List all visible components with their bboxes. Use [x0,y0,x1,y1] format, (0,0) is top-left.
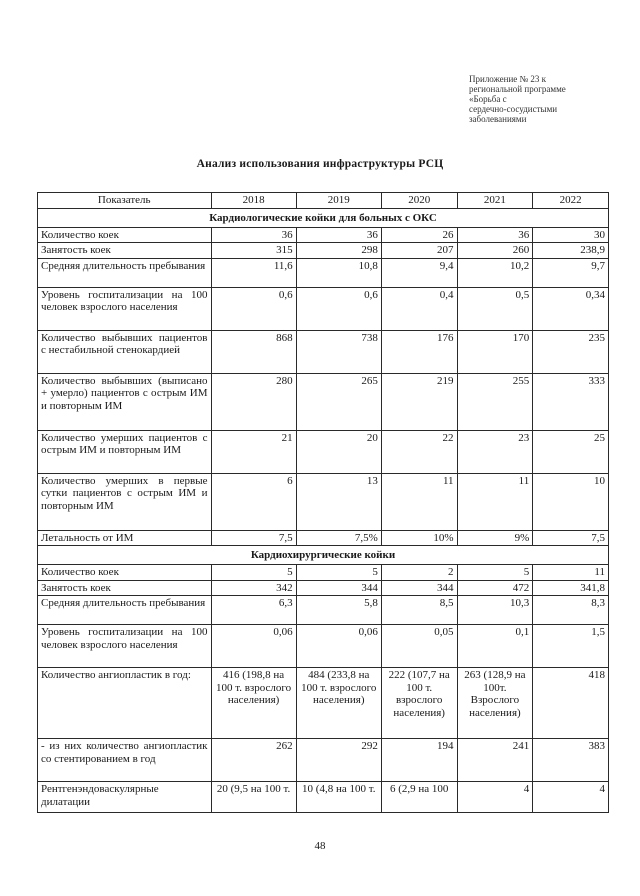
value-cell: 5,8 [296,596,381,625]
value-cell: 341,8 [533,580,609,596]
value-cell: 30 [533,227,609,243]
page-number: 48 [314,840,326,852]
indicator-label: Занятость коек [38,243,212,259]
value-cell: 4 [457,782,533,813]
value-cell: 738 [296,330,381,373]
value-cell: 222 (107,7 на 100 т. взрослого населения) [381,668,457,739]
value-cell: 7,5% [296,530,381,546]
table-row [38,782,609,813]
value-cell: 315 [211,243,296,259]
value-cell: 280 [211,373,296,430]
value-cell: 0,06 [296,625,381,668]
value-cell: 10,2 [457,258,533,287]
value-cell: 176 [381,330,457,373]
indicator-label: Средняя длительность пребывания [38,258,212,287]
value-cell: 255 [457,373,533,430]
value-cell: 292 [296,739,381,782]
indicator-label: Летальность от ИМ [38,530,212,546]
value-cell: 10 [533,473,609,530]
table-row [38,530,609,546]
header-year: 2020 [381,193,457,209]
value-cell: 23 [457,430,533,473]
table-row [38,596,609,625]
annex-note [469,74,609,124]
header-indicator: Показатель [38,193,212,209]
table-row [38,580,609,596]
value-cell: 0,6 [211,287,296,330]
value-cell: 0,5 [457,287,533,330]
value-cell: 416 (198,8 на 100 т. взрослого населения) [211,668,296,739]
value-cell: 194 [381,739,457,782]
indicator-label: Количество коек [38,565,212,581]
value-cell: 1,5 [533,625,609,668]
value-cell: 20 [296,430,381,473]
value-cell: 7,5 [211,530,296,546]
table-row [38,565,609,581]
value-cell: 8,5 [381,596,457,625]
value-cell: 9% [457,530,533,546]
value-cell: 0,06 [211,625,296,668]
annex-line: заболеваниями [469,114,527,124]
section-title: Кардиохирургические койки [38,546,609,565]
value-cell: 484 (233,8 на 100 т. взрослого населения) [296,668,381,739]
value-cell: 11 [457,473,533,530]
indicator-label: Количество умерших в первые сутки пациентов с острым ИМ и повторным ИМ [38,473,212,530]
value-cell: 6,3 [211,596,296,625]
value-cell: 6 [211,473,296,530]
table-header-row [38,193,609,209]
value-cell: 4 [533,782,609,813]
value-cell: 11 [381,473,457,530]
section-header-row [38,546,609,565]
indicator-label: Уровень госпитализации на 100 человек взрослого населения [38,287,212,330]
header-year: 2021 [457,193,533,209]
value-cell: 0,1 [457,625,533,668]
table-body [38,193,609,813]
value-cell: 298 [296,243,381,259]
table-row [38,243,609,259]
value-cell: 22 [381,430,457,473]
value-cell: 9,4 [381,258,457,287]
table-row [38,330,609,373]
indicator-label: Количество умерших пациентов с острым ИМ и повторным ИМ [38,430,212,473]
table-row [38,258,609,287]
value-cell: 8,3 [533,596,609,625]
annex-line: сердечно-сосудистыми [469,104,558,114]
indicator-label: Количество выбывших (выписано + умерло) пациентов с острым ИМ и повторным ИМ [38,373,212,430]
value-cell: 238,9 [533,243,609,259]
value-cell: 5 [457,565,533,581]
value-cell: 342 [211,580,296,596]
indicator-label: Количество ангиопластик в год: [38,668,212,739]
value-cell: 262 [211,739,296,782]
value-cell: 265 [296,373,381,430]
header-year: 2022 [533,193,609,209]
table-row [38,373,609,430]
value-cell: 0,05 [381,625,457,668]
value-cell: 260 [457,243,533,259]
value-cell: 170 [457,330,533,373]
value-cell: 472 [457,580,533,596]
annex-line: Приложение № 23 к [469,74,547,84]
document-title: Анализ использования инфраструктуры РСЦ [196,158,444,170]
value-cell: 25 [533,430,609,473]
value-cell: 11,6 [211,258,296,287]
value-cell: 13 [296,473,381,530]
value-cell: 7,5 [533,530,609,546]
section-header-row [38,208,609,227]
indicator-label: - из них количество ангиопластик со стентированием в год [38,739,212,782]
value-cell: 0,34 [533,287,609,330]
indicator-label: Рентгенэндоваскулярные дилатации [38,782,212,813]
value-cell: 36 [457,227,533,243]
value-cell: 235 [533,330,609,373]
value-cell: 0,6 [296,287,381,330]
table-row [38,668,609,739]
value-cell: 2 [381,565,457,581]
value-cell: 10,3 [457,596,533,625]
value-cell: 36 [211,227,296,243]
value-cell: 333 [533,373,609,430]
value-cell: 10,8 [296,258,381,287]
infrastructure-table [37,192,609,813]
annex-line: «Борьба с [469,94,507,104]
header-year: 2018 [211,193,296,209]
section-title: Кардиологические койки для больных с ОКС [38,208,609,227]
header-year: 2019 [296,193,381,209]
value-cell: 9,7 [533,258,609,287]
value-cell: 5 [296,565,381,581]
value-cell: 344 [381,580,457,596]
value-cell: 6 (2,9 на 100 [381,782,457,813]
value-cell: 219 [381,373,457,430]
table-row [38,287,609,330]
indicator-label: Количество выбывших пациентов с нестабильной стенокардией [38,330,212,373]
table-row [38,227,609,243]
value-cell: 10 (4,8 на 100 т. [296,782,381,813]
table-row [38,625,609,668]
annex-line: региональной программе [469,84,566,94]
indicator-label: Уровень госпитализации на 100 человек взрослого населения [38,625,212,668]
table-row [38,473,609,530]
value-cell: 344 [296,580,381,596]
indicator-label: Средняя длительность пребывания [38,596,212,625]
value-cell: 20 (9,5 на 100 т. [211,782,296,813]
value-cell: 868 [211,330,296,373]
value-cell: 10% [381,530,457,546]
indicator-label: Количество коек [38,227,212,243]
value-cell: 5 [211,565,296,581]
value-cell: 418 [533,668,609,739]
value-cell: 21 [211,430,296,473]
table-row [38,739,609,782]
indicator-label: Занятость коек [38,580,212,596]
value-cell: 26 [381,227,457,243]
value-cell: 241 [457,739,533,782]
value-cell: 0,4 [381,287,457,330]
table-row [38,430,609,473]
value-cell: 207 [381,243,457,259]
value-cell: 263 (128,9 на 100т. Взрослого населения) [457,668,533,739]
value-cell: 383 [533,739,609,782]
value-cell: 11 [533,565,609,581]
value-cell: 36 [296,227,381,243]
